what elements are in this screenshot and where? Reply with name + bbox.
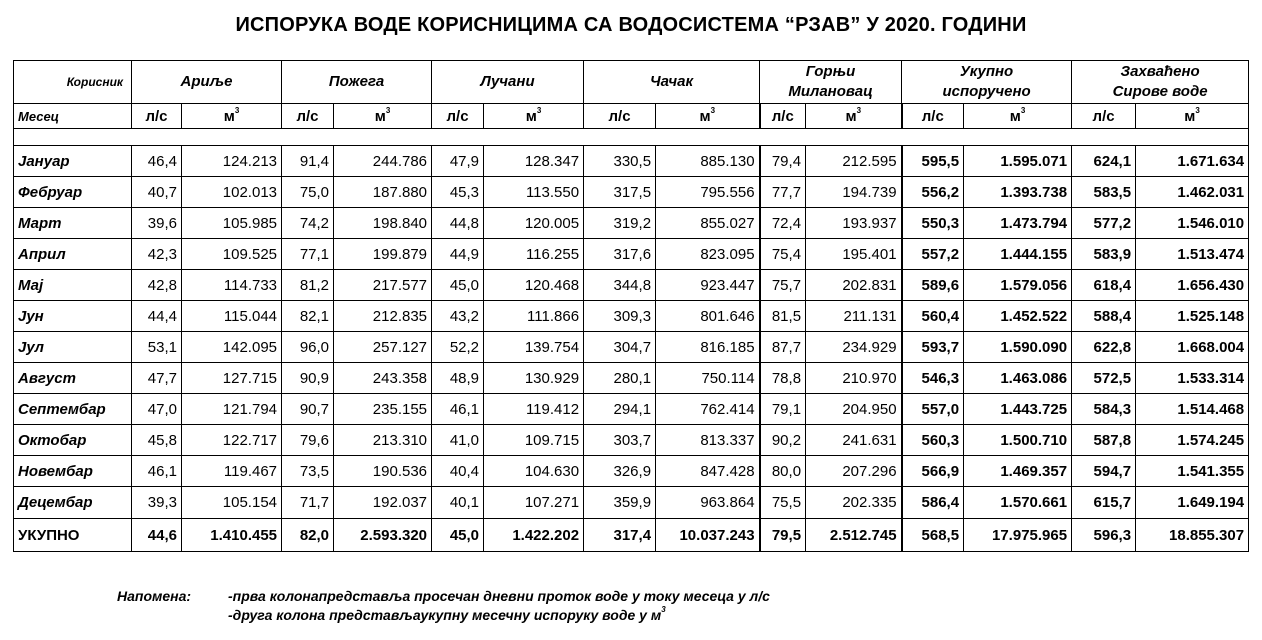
value-cell: 855.027 (656, 208, 760, 239)
value-cell: 119.467 (182, 456, 282, 487)
value-cell: 212.835 (334, 301, 432, 332)
value-cell: 96,0 (282, 332, 334, 363)
value-cell: 546,3 (902, 363, 964, 394)
value-cell: 81,5 (760, 301, 806, 332)
group-header: Захваћено Сирове воде (1072, 61, 1249, 104)
value-cell: 73,5 (282, 456, 334, 487)
value-cell: 116.255 (484, 239, 584, 270)
value-cell: 257.127 (334, 332, 432, 363)
header-row-units (14, 104, 1249, 129)
value-cell: 46,1 (432, 394, 484, 425)
value-cell: 577,2 (1072, 208, 1136, 239)
value-cell: 963.864 (656, 487, 760, 519)
value-cell: 1.500.710 (964, 425, 1072, 456)
table-row (14, 239, 1249, 270)
value-cell: 78,8 (760, 363, 806, 394)
value-cell: 1.513.474 (1136, 239, 1249, 270)
value-cell: 303,7 (584, 425, 656, 456)
unit-flow-header: л/с (282, 104, 334, 129)
total-label: УКУПНО (14, 519, 132, 552)
value-cell: 127.715 (182, 363, 282, 394)
value-cell: 1.656.430 (1136, 270, 1249, 301)
value-cell: 199.879 (334, 239, 432, 270)
total-value-cell: 18.855.307 (1136, 519, 1249, 552)
value-cell: 75,7 (760, 270, 806, 301)
value-cell: 87,7 (760, 332, 806, 363)
value-cell: 124.213 (182, 146, 282, 177)
total-value-cell: 45,0 (432, 519, 484, 552)
value-cell: 212.595 (806, 146, 902, 177)
value-cell: 1.570.661 (964, 487, 1072, 519)
value-cell: 80,0 (760, 456, 806, 487)
value-cell: 280,1 (584, 363, 656, 394)
value-cell: 202.335 (806, 487, 902, 519)
table-row (14, 456, 1249, 487)
value-cell: 41,0 (432, 425, 484, 456)
value-cell: 583,5 (1072, 177, 1136, 208)
value-cell: 243.358 (334, 363, 432, 394)
unit-flow-header: л/с (132, 104, 182, 129)
value-cell: 198.840 (334, 208, 432, 239)
value-cell: 235.155 (334, 394, 432, 425)
value-cell: 142.095 (182, 332, 282, 363)
value-cell: 109.715 (484, 425, 584, 456)
value-cell: 618,4 (1072, 270, 1136, 301)
unit-flow-header: л/с (584, 104, 656, 129)
value-cell: 593,7 (902, 332, 964, 363)
value-cell: 82,1 (282, 301, 334, 332)
value-cell: 75,0 (282, 177, 334, 208)
value-cell: 105.154 (182, 487, 282, 519)
table-row (14, 177, 1249, 208)
value-cell: 74,2 (282, 208, 334, 239)
unit-flow-header: л/с (760, 104, 806, 129)
total-value-cell: 317,4 (584, 519, 656, 552)
value-cell: 1.469.357 (964, 456, 1072, 487)
value-cell: 1.462.031 (1136, 177, 1249, 208)
value-cell: 1.473.794 (964, 208, 1072, 239)
value-cell: 91,4 (282, 146, 334, 177)
value-cell: 46,1 (132, 456, 182, 487)
value-cell: 204.950 (806, 394, 902, 425)
value-cell: 557,0 (902, 394, 964, 425)
value-cell: 207.296 (806, 456, 902, 487)
value-cell: 113.550 (484, 177, 584, 208)
value-cell: 45,8 (132, 425, 182, 456)
value-cell: 120.468 (484, 270, 584, 301)
value-cell: 45,0 (432, 270, 484, 301)
total-value-cell: 2.512.745 (806, 519, 902, 552)
value-cell: 120.005 (484, 208, 584, 239)
value-cell: 79,6 (282, 425, 334, 456)
footnote-label: Напомена: (117, 588, 192, 604)
value-cell: 39,3 (132, 487, 182, 519)
value-cell: 622,8 (1072, 332, 1136, 363)
value-cell: 115.044 (182, 301, 282, 332)
value-cell: 213.310 (334, 425, 432, 456)
month-cell: Јануар (14, 146, 132, 177)
value-cell: 1.393.738 (964, 177, 1072, 208)
value-cell: 75,4 (760, 239, 806, 270)
value-cell: 114.733 (182, 270, 282, 301)
value-cell: 44,9 (432, 239, 484, 270)
value-cell: 589,6 (902, 270, 964, 301)
value-cell: 81,2 (282, 270, 334, 301)
table-row (14, 301, 1249, 332)
value-cell: 309,3 (584, 301, 656, 332)
value-cell: 750.114 (656, 363, 760, 394)
value-cell: 46,4 (132, 146, 182, 177)
value-cell: 39,6 (132, 208, 182, 239)
value-cell: 344,8 (584, 270, 656, 301)
value-cell: 1.574.245 (1136, 425, 1249, 456)
value-cell: 47,7 (132, 363, 182, 394)
value-cell: 122.717 (182, 425, 282, 456)
value-cell: 128.347 (484, 146, 584, 177)
value-cell: 244.786 (334, 146, 432, 177)
total-row (14, 519, 1249, 552)
table-row (14, 487, 1249, 519)
value-cell: 624,1 (1072, 146, 1136, 177)
value-cell: 195.401 (806, 239, 902, 270)
value-cell: 77,7 (760, 177, 806, 208)
value-cell: 194.739 (806, 177, 902, 208)
value-cell: 319,2 (584, 208, 656, 239)
value-cell: 71,7 (282, 487, 334, 519)
unit-volume-header: $м^3$ (656, 104, 760, 129)
value-cell: 330,5 (584, 146, 656, 177)
value-cell: 317,6 (584, 239, 656, 270)
value-cell: 104.630 (484, 456, 584, 487)
value-cell: 79,1 (760, 394, 806, 425)
value-cell: 801.646 (656, 301, 760, 332)
value-cell: 75,5 (760, 487, 806, 519)
value-cell: 90,7 (282, 394, 334, 425)
total-value-cell: 82,0 (282, 519, 334, 552)
value-cell: 1.671.634 (1136, 146, 1249, 177)
group-header: Ариље (132, 61, 282, 104)
spacer-row (14, 129, 1249, 146)
month-cell: Новембар (14, 456, 132, 487)
value-cell: 44,8 (432, 208, 484, 239)
value-cell: 40,7 (132, 177, 182, 208)
corner-label: Корисник (14, 61, 132, 104)
table-row (14, 332, 1249, 363)
value-cell: 187.880 (334, 177, 432, 208)
unit-flow-header: л/с (1072, 104, 1136, 129)
value-cell: 823.095 (656, 239, 760, 270)
group-header: Лучани (432, 61, 584, 104)
value-cell: 304,7 (584, 332, 656, 363)
unit-volume-header: $м^3$ (484, 104, 584, 129)
unit-volume-header: $м^3$ (182, 104, 282, 129)
value-cell: 44,4 (132, 301, 182, 332)
value-cell: 40,1 (432, 487, 484, 519)
value-cell: 560,4 (902, 301, 964, 332)
value-cell: 193.937 (806, 208, 902, 239)
group-header: Чачак (584, 61, 760, 104)
table-row (14, 146, 1249, 177)
value-cell: 1.595.071 (964, 146, 1072, 177)
month-cell: Октобар (14, 425, 132, 456)
table-row (14, 425, 1249, 456)
value-cell: 77,1 (282, 239, 334, 270)
value-cell: 594,7 (1072, 456, 1136, 487)
value-cell: 1.514.468 (1136, 394, 1249, 425)
value-cell: 42,8 (132, 270, 182, 301)
value-cell: 795.556 (656, 177, 760, 208)
value-cell: 586,4 (902, 487, 964, 519)
value-cell: 359,9 (584, 487, 656, 519)
value-cell: 294,1 (584, 394, 656, 425)
table-row (14, 394, 1249, 425)
value-cell: 47,0 (132, 394, 182, 425)
month-cell: Мај (14, 270, 132, 301)
value-cell: 202.831 (806, 270, 902, 301)
value-cell: 102.013 (182, 177, 282, 208)
total-value-cell: 568,5 (902, 519, 964, 552)
value-cell: 813.337 (656, 425, 760, 456)
value-cell: 885.130 (656, 146, 760, 177)
value-cell: 48,9 (432, 363, 484, 394)
unit-flow-header: л/с (432, 104, 484, 129)
value-cell: 90,9 (282, 363, 334, 394)
table-row (14, 208, 1249, 239)
value-cell: 210.970 (806, 363, 902, 394)
value-cell: 1.668.004 (1136, 332, 1249, 363)
unit-volume-header: $м^3$ (806, 104, 902, 129)
value-cell: 43,2 (432, 301, 484, 332)
value-cell: 762.414 (656, 394, 760, 425)
value-cell: 1.452.522 (964, 301, 1072, 332)
month-cell: Фебруар (14, 177, 132, 208)
value-cell: 42,3 (132, 239, 182, 270)
value-cell: 234.929 (806, 332, 902, 363)
unit-volume-header: $м^3$ (1136, 104, 1249, 129)
month-cell: Април (14, 239, 132, 270)
value-cell: 584,3 (1072, 394, 1136, 425)
value-cell: 47,9 (432, 146, 484, 177)
value-cell: 119.412 (484, 394, 584, 425)
value-cell: 105.985 (182, 208, 282, 239)
value-cell: 40,4 (432, 456, 484, 487)
value-cell: 130.929 (484, 363, 584, 394)
value-cell: 192.037 (334, 487, 432, 519)
value-cell: 90,2 (760, 425, 806, 456)
unit-flow-header: л/с (902, 104, 964, 129)
value-cell: 139.754 (484, 332, 584, 363)
value-cell: 72,4 (760, 208, 806, 239)
total-value-cell: 2.593.320 (334, 519, 432, 552)
month-cell: Јун (14, 301, 132, 332)
value-cell: 550,3 (902, 208, 964, 239)
value-cell: 566,9 (902, 456, 964, 487)
value-cell: 816.185 (656, 332, 760, 363)
total-value-cell: 1.422.202 (484, 519, 584, 552)
value-cell: 107.271 (484, 487, 584, 519)
value-cell: 1.533.314 (1136, 363, 1249, 394)
month-label: Месец (14, 104, 132, 129)
value-cell: 79,4 (760, 146, 806, 177)
total-value-cell: 1.410.455 (182, 519, 282, 552)
group-header: Горњи Милановац (760, 61, 902, 104)
value-cell: 217.577 (334, 270, 432, 301)
value-cell: 52,2 (432, 332, 484, 363)
month-cell: Септембар (14, 394, 132, 425)
value-cell: 1.443.725 (964, 394, 1072, 425)
total-value-cell: 17.975.965 (964, 519, 1072, 552)
value-cell: 190.536 (334, 456, 432, 487)
water-delivery-table (13, 60, 1249, 552)
value-cell: 1.590.090 (964, 332, 1072, 363)
value-cell: 587,8 (1072, 425, 1136, 456)
value-cell: 923.447 (656, 270, 760, 301)
month-cell: Децембар (14, 487, 132, 519)
value-cell: 1.546.010 (1136, 208, 1249, 239)
value-cell: 211.131 (806, 301, 902, 332)
value-cell: 45,3 (432, 177, 484, 208)
value-cell: 1.525.148 (1136, 301, 1249, 332)
value-cell: 588,4 (1072, 301, 1136, 332)
table-row (14, 363, 1249, 394)
value-cell: 557,2 (902, 239, 964, 270)
value-cell: 241.631 (806, 425, 902, 456)
unit-volume-header: $м^3$ (334, 104, 432, 129)
month-cell: Март (14, 208, 132, 239)
unit-volume-header: $м^3$ (964, 104, 1072, 129)
group-header: Укупно испоручено (902, 61, 1072, 104)
value-cell: 326,9 (584, 456, 656, 487)
total-value-cell: 79,5 (760, 519, 806, 552)
total-value-cell: 596,3 (1072, 519, 1136, 552)
header-row-users (14, 61, 1249, 104)
value-cell: 847.428 (656, 456, 760, 487)
value-cell: 572,5 (1072, 363, 1136, 394)
value-cell: 1.541.355 (1136, 456, 1249, 487)
value-cell: 615,7 (1072, 487, 1136, 519)
value-cell: 111.866 (484, 301, 584, 332)
value-cell: 1.649.194 (1136, 487, 1249, 519)
value-cell: 121.794 (182, 394, 282, 425)
value-cell: 556,2 (902, 177, 964, 208)
table-row (14, 270, 1249, 301)
month-cell: Август (14, 363, 132, 394)
value-cell: 583,9 (1072, 239, 1136, 270)
value-cell: 1.463.086 (964, 363, 1072, 394)
value-cell: 1.579.056 (964, 270, 1072, 301)
group-header: Пожега (282, 61, 432, 104)
value-cell: 53,1 (132, 332, 182, 363)
footnote-line-1: -прва колонапредстављa просечан дневни проток воде у току месеца у л/с (228, 588, 770, 604)
value-cell: 317,5 (584, 177, 656, 208)
page-title: ИСПОРУКА ВОДЕ КОРИСНИЦИМА СА ВОДОСИСТЕМА “РЗАВ” У 2020. ГОДИНИ (235, 14, 1027, 36)
value-cell: 1.444.155 (964, 239, 1072, 270)
value-cell: 560,3 (902, 425, 964, 456)
value-cell: 109.525 (182, 239, 282, 270)
footnote-line-2: -друга колона представљаукупну месечну испоруку воде у $м^3$ (228, 605, 666, 623)
total-value-cell: 44,6 (132, 519, 182, 552)
value-cell: 595,5 (902, 146, 964, 177)
total-value-cell: 10.037.243 (656, 519, 760, 552)
month-cell: Јул (14, 332, 132, 363)
